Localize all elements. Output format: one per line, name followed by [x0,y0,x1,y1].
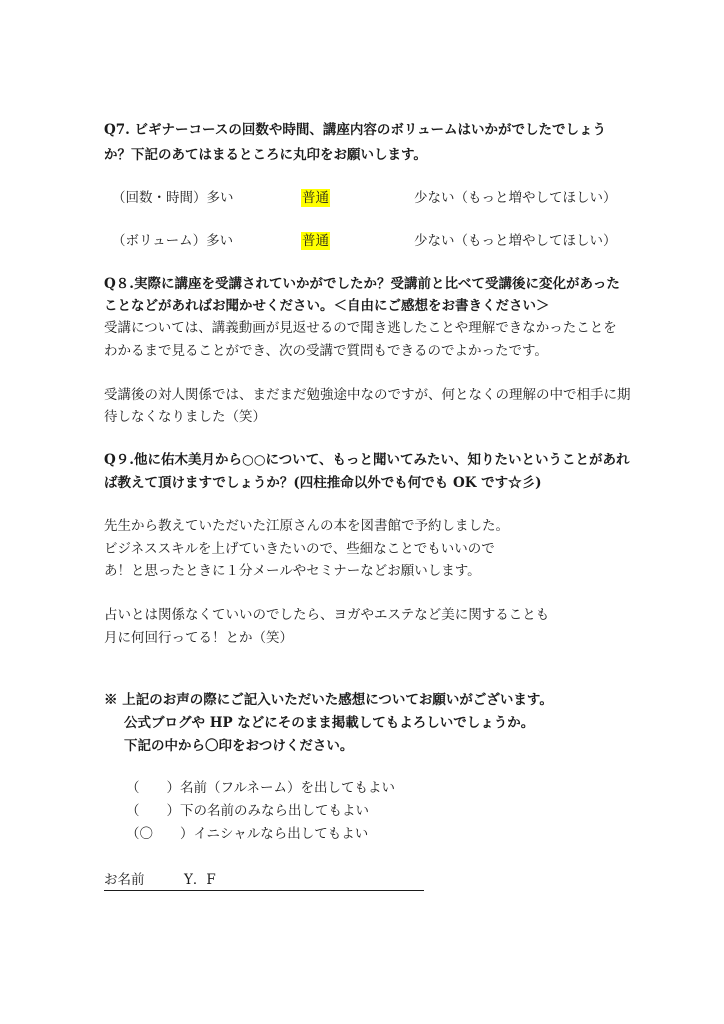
consent-option-initials: （〇 ）イニシャルなら出してもよい [126,826,369,842]
q8-answer-line-2: わかるまで見ることができ、次の受講で質問もできるのでよかったです。 [104,343,548,359]
signature-value: Y．F [184,872,216,888]
q7-row1-selected-option: 普通 [302,190,329,206]
q9-question-line-2: ば教えて頂けますでしょうか？(四柱推命以外でも何でも OK です☆彡) [104,475,542,491]
q8-question-line-2: ことなどがあればお聞かせください。＜自由にご感想をお書きください＞ [104,298,550,314]
consent-option-first-name: （ ）下の名前のみなら出してもよい [126,803,369,819]
q9-question-line-1: Q９.他に佑木美月から○○について、もっと聞いてみたい、知りたいということがあれ [104,452,630,468]
consent-option-full-name: （ ）名前（フルネーム）を出してもよい [126,780,396,796]
q8-answer-line-3: 受講後の対人関係では、まだまだ勉強途中なのですが、何となくの理解の中で相手に期 [104,387,631,403]
q8-answer-line-4: 待しなくなりました（笑） [104,409,266,425]
q9-answer-line-4: 占いとは関係なくていいのでしたら、ヨガやエステなど美に関することも [104,607,550,623]
q7-row2-right-option: 少ない（もっと増やしてほしい） [414,233,617,249]
q9-answer-line-3: あ！と思ったときに１分メールやセミナーなどお願いします。 [104,563,481,579]
signature-label: お名前 [104,872,145,888]
notice-line-2: 公式ブログや HP などにそのまま掲載してもよろしいでしょうか。 [124,715,535,731]
notice-line-1: ※ 上記のお声の際にご記入いただいた感想についてお願いがございます。 [104,692,553,708]
signature-line [104,870,424,891]
q9-answer-line-5: 月に何回行ってる！とか（笑） [104,630,293,646]
q7-question-line-2: か？下記のあてはまるところに丸印をお願いします。 [104,147,427,163]
notice-line-3: 下記の中から〇印をおつけください。 [124,738,354,754]
q9-answer-line-2: ビジネススキルを上げていきたいので、些細なことでもいいので [104,541,495,557]
q9-answer-line-1: 先生から教えていただいた江原さんの本を図書館で予約しました。 [104,518,509,534]
q8-answer-line-1: 受講については、講義動画が見返せるので聞き逃したことや理解できなかったことを [104,320,617,336]
q7-row2-selected-option: 普通 [302,233,329,249]
q7-question-line-1: Q7. ビギナーコースの回数や時間、講座内容のボリュームはいかがでしたでしょう [104,122,606,138]
q7-row2-label: （ボリューム）多い [112,233,234,249]
q7-row1-right-option: 少ない（もっと増やしてほしい） [414,190,617,206]
q8-question-line-1: Q８.実際に講座を受講されていかがでしたか？受講前と比べて受講後に変化があった [104,276,620,292]
q7-row1-label: （回数・時間）多い [112,190,234,206]
